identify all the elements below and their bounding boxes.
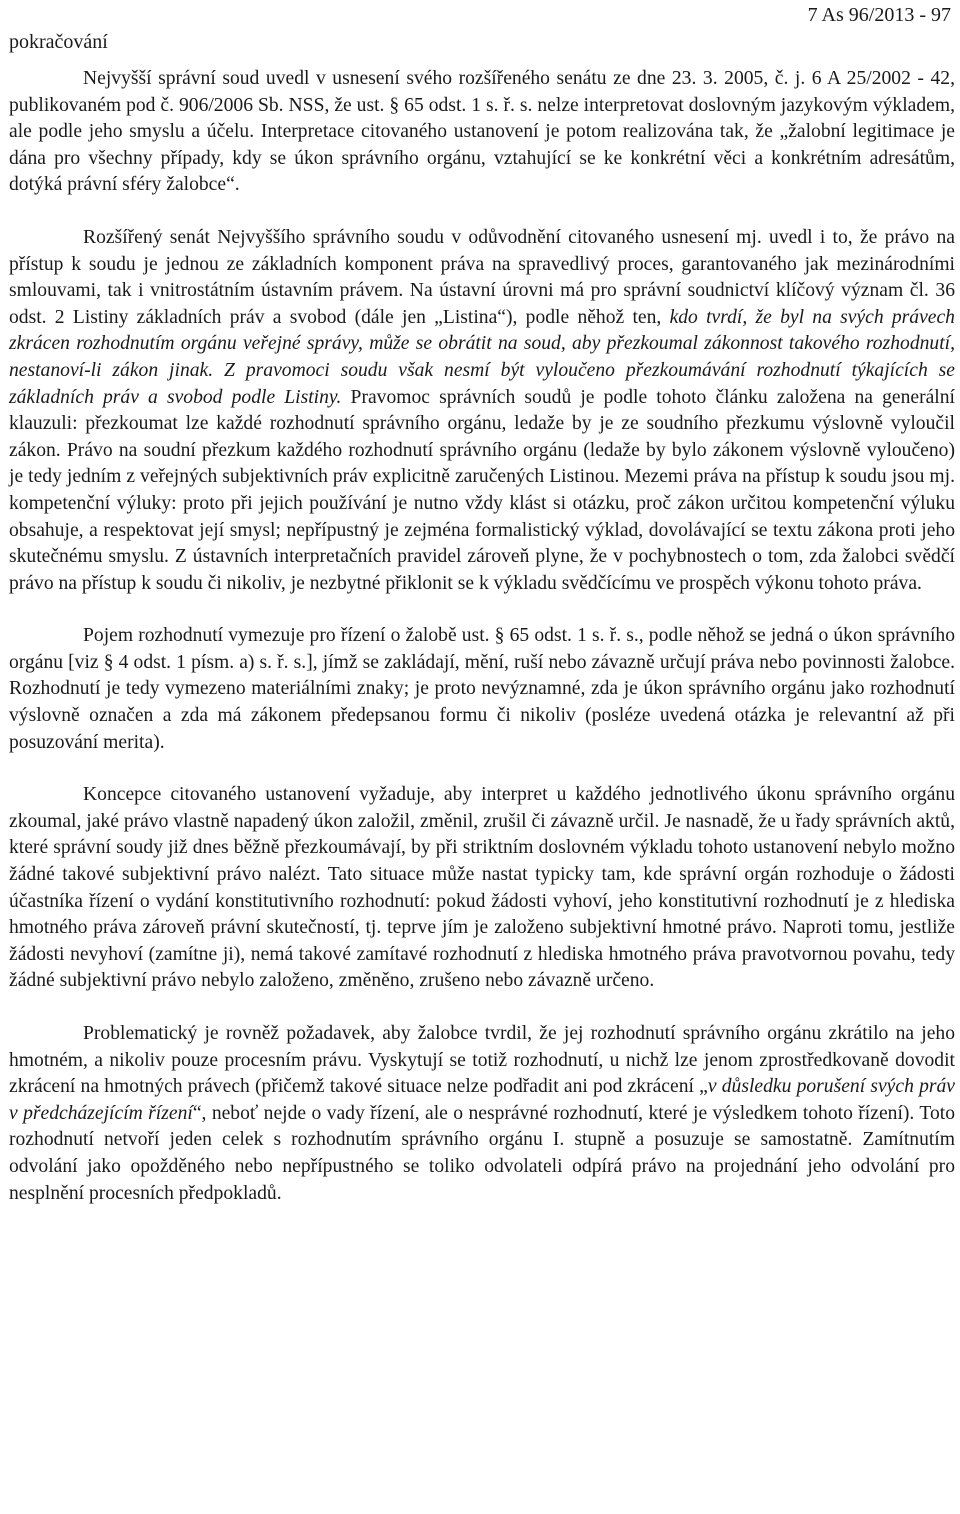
- paragraph-3: [9, 623, 955, 756]
- paragraph-text: Pojem rozhodnutí vymezuje pro řízení o žalobě ust. § 65 odst. 1 s. ř. s., podle něhož se jedná o úkon správního orgánu [viz § 4 odst. 1 písm. a) s. ř. s.], jímž se zakládají, mění, ruší nebo závazně určují práva nebo povinnosti žalobce. Rozhodnutí je tedy vymezeno materiálními znaky; je proto nevýznamné, zda je úkon správního orgánu jako rozhodnutí výslovně označen a zda má zákonem předepsanou formu či nikoliv (posléze uvedená otázka je relevantní až při posuzování merita).: [9, 625, 955, 753]
- paragraph-text: Rozšířený senát Nejvyššího správního soudu v odůvodnění citovaného usnesení mj. uvedl i to, že právo na přístup k soudu je jednou ze základních komponent práva na spravedlivý proces, garantovaného jak mezinárodními smlouvami, tak i vnitrostátním ústavním právem. Na ústavní úrovni má pro správní soudnictví klíčový význam čl. 36 odst. 2 Listiny základních práv a svobod (dále jen „Listina“), podle něhož ten,: [9, 226, 955, 328]
- paragraph-1: [9, 66, 955, 199]
- paragraph-text: Pravomoc správních soudů je podle tohoto článku založena na generální klauzuli: přezkoumat lze každé rozhodnutí správního orgánu, ledaže by je ze soudního přezkumu výslovně vyloučil zákon. Právo na soudní přezkum každého rozhodnutí správního orgánu (ledaže by bylo zákonem výslovně vyloučeno) je tedy jedním z veřejných subjektivních práv explicitně zaručených Listinou. Mezemi práva na přístup k soudu jsou mj. kompetenční výluky: proto při jejich používání je nutno vždy klást si otázku, proč zákon určitou kompetenční výluku obsahuje, a respektovat její smysl; nepřípustný je zejména formalistický výklad, dovolávající se textu zákona proti jeho skutečnému smyslu. Z ústavních interpretačních pravidel zároveň plyne, že v pochybnostech o tom, zda žalobci svědčí právo na přístup k soudu či nikoliv, je nezbytné přiklonit se k výkladu svědčícímu ve prospěch výkonu tohoto práva.: [9, 386, 955, 594]
- paragraph-text: Nejvyšší správní soud uvedl v usnesení svého rozšířeného senátu ze dne 23. 3. 2005, č. j. 6 A 25/2002 - 42, publikovaném pod č. 906/2006 Sb. NSS, že ust. § 65 odst. 1 s. ř. s. nelze interpretovat doslovným jazykovým výkladem, ale podle jeho smyslu a účelu. Interpretace citovaného ustanovení je potom realizována tak, že „žalobní legitimace je dána pro všechny případy, kdy se úkon správního orgánu, vztahující se ke konkrétní věci a konkrétním adresátům, dotýká právní sféry žalobce“.: [9, 68, 955, 196]
- paragraph-5: [9, 1021, 955, 1207]
- paragraph-4: [9, 782, 955, 995]
- paragraph-text: Problematický je rovněž požadavek, aby žalobce tvrdil, že jej rozhodnutí správního orgánu zkrátilo na jeho hmotném, a nikoliv pouze procesním právu. Vyskytují se totiž rozhodnutí, u nichž lze jenom zprostředkovaně dovodit zkrácení na hmotných právech (přičemž takové situace nelze podřadit ani pod zkrácení „: [9, 1023, 955, 1098]
- paragraph-text: “, neboť nejde o vady řízení, ale o nesprávné rozhodnutí, které je výsledkem tohoto řízení). Toto rozhodnutí netvoří jeden celek s rozhodnutím správního orgánu I. stupně a posuzuje se samostatně. Zamítnutím odvolání jako opožděného nebo nepřípustného se toliko odvolateli odpírá právo na projednání jeho odvolání pro nesplnění procesních předpokladů.: [9, 1102, 955, 1204]
- continuation-label: pokračování: [9, 31, 108, 53]
- paragraph-text: Koncepce citovaného ustanovení vyžaduje, aby interpret u každého jednotlivého úkonu správního orgánu zkoumal, jaké právo vlastně napadený úkon založil, změnil, zrušil či závazně určil. Je nasnadě, že u řady správních aktů, které správní soudy již dnes běžně přezkoumávají, by při striktním doslovném výkladu tohoto ustanovení nebylo možno žádné takové subjektivní právo nalézt. Tato situace může nastat typicky tam, kde správní orgán rozhoduje o žádosti účastníka řízení o vydání konstitutivního rozhodnutí: pokud žádosti vyhoví, jeho konstitutivní rozhodnutí je z hlediska hmotného práva zároveň právní skutečností, tj. teprve jím je založeno subjektivní hmotné právo. Naproti tomu, jestliže žádosti nevyhoví (zamítne ji), nemá takové zamítavé rozhodnutí z hlediska hmotného práva pravotvornou povahu, tedy žádné subjektivní právo nebylo založeno, změněno, zrušeno nebo závazně určeno.: [9, 784, 955, 992]
- paragraph-2: [9, 225, 955, 597]
- document-page: [9, 0, 955, 1207]
- page-header: [9, 0, 955, 62]
- quoted-article-text: kdo tvrdí, že byl na svých právech zkrácen rozhodnutím orgánu veřejné správy, může se obrátit na soud, aby přezkoumal zákonnost takového rozhodnutí, nestanoví-li zákon jinak. Z pravomoci soudu však nesmí být vyloučeno přezkoumávání rozhodnutí týkajících se základních práv a svobod podle Listiny.: [9, 306, 955, 408]
- case-number: 7 As 96/2013 - 97: [807, 4, 951, 26]
- quoted-phrase: v důsledku porušení svých práv v předcházejícím řízení: [9, 1076, 955, 1124]
